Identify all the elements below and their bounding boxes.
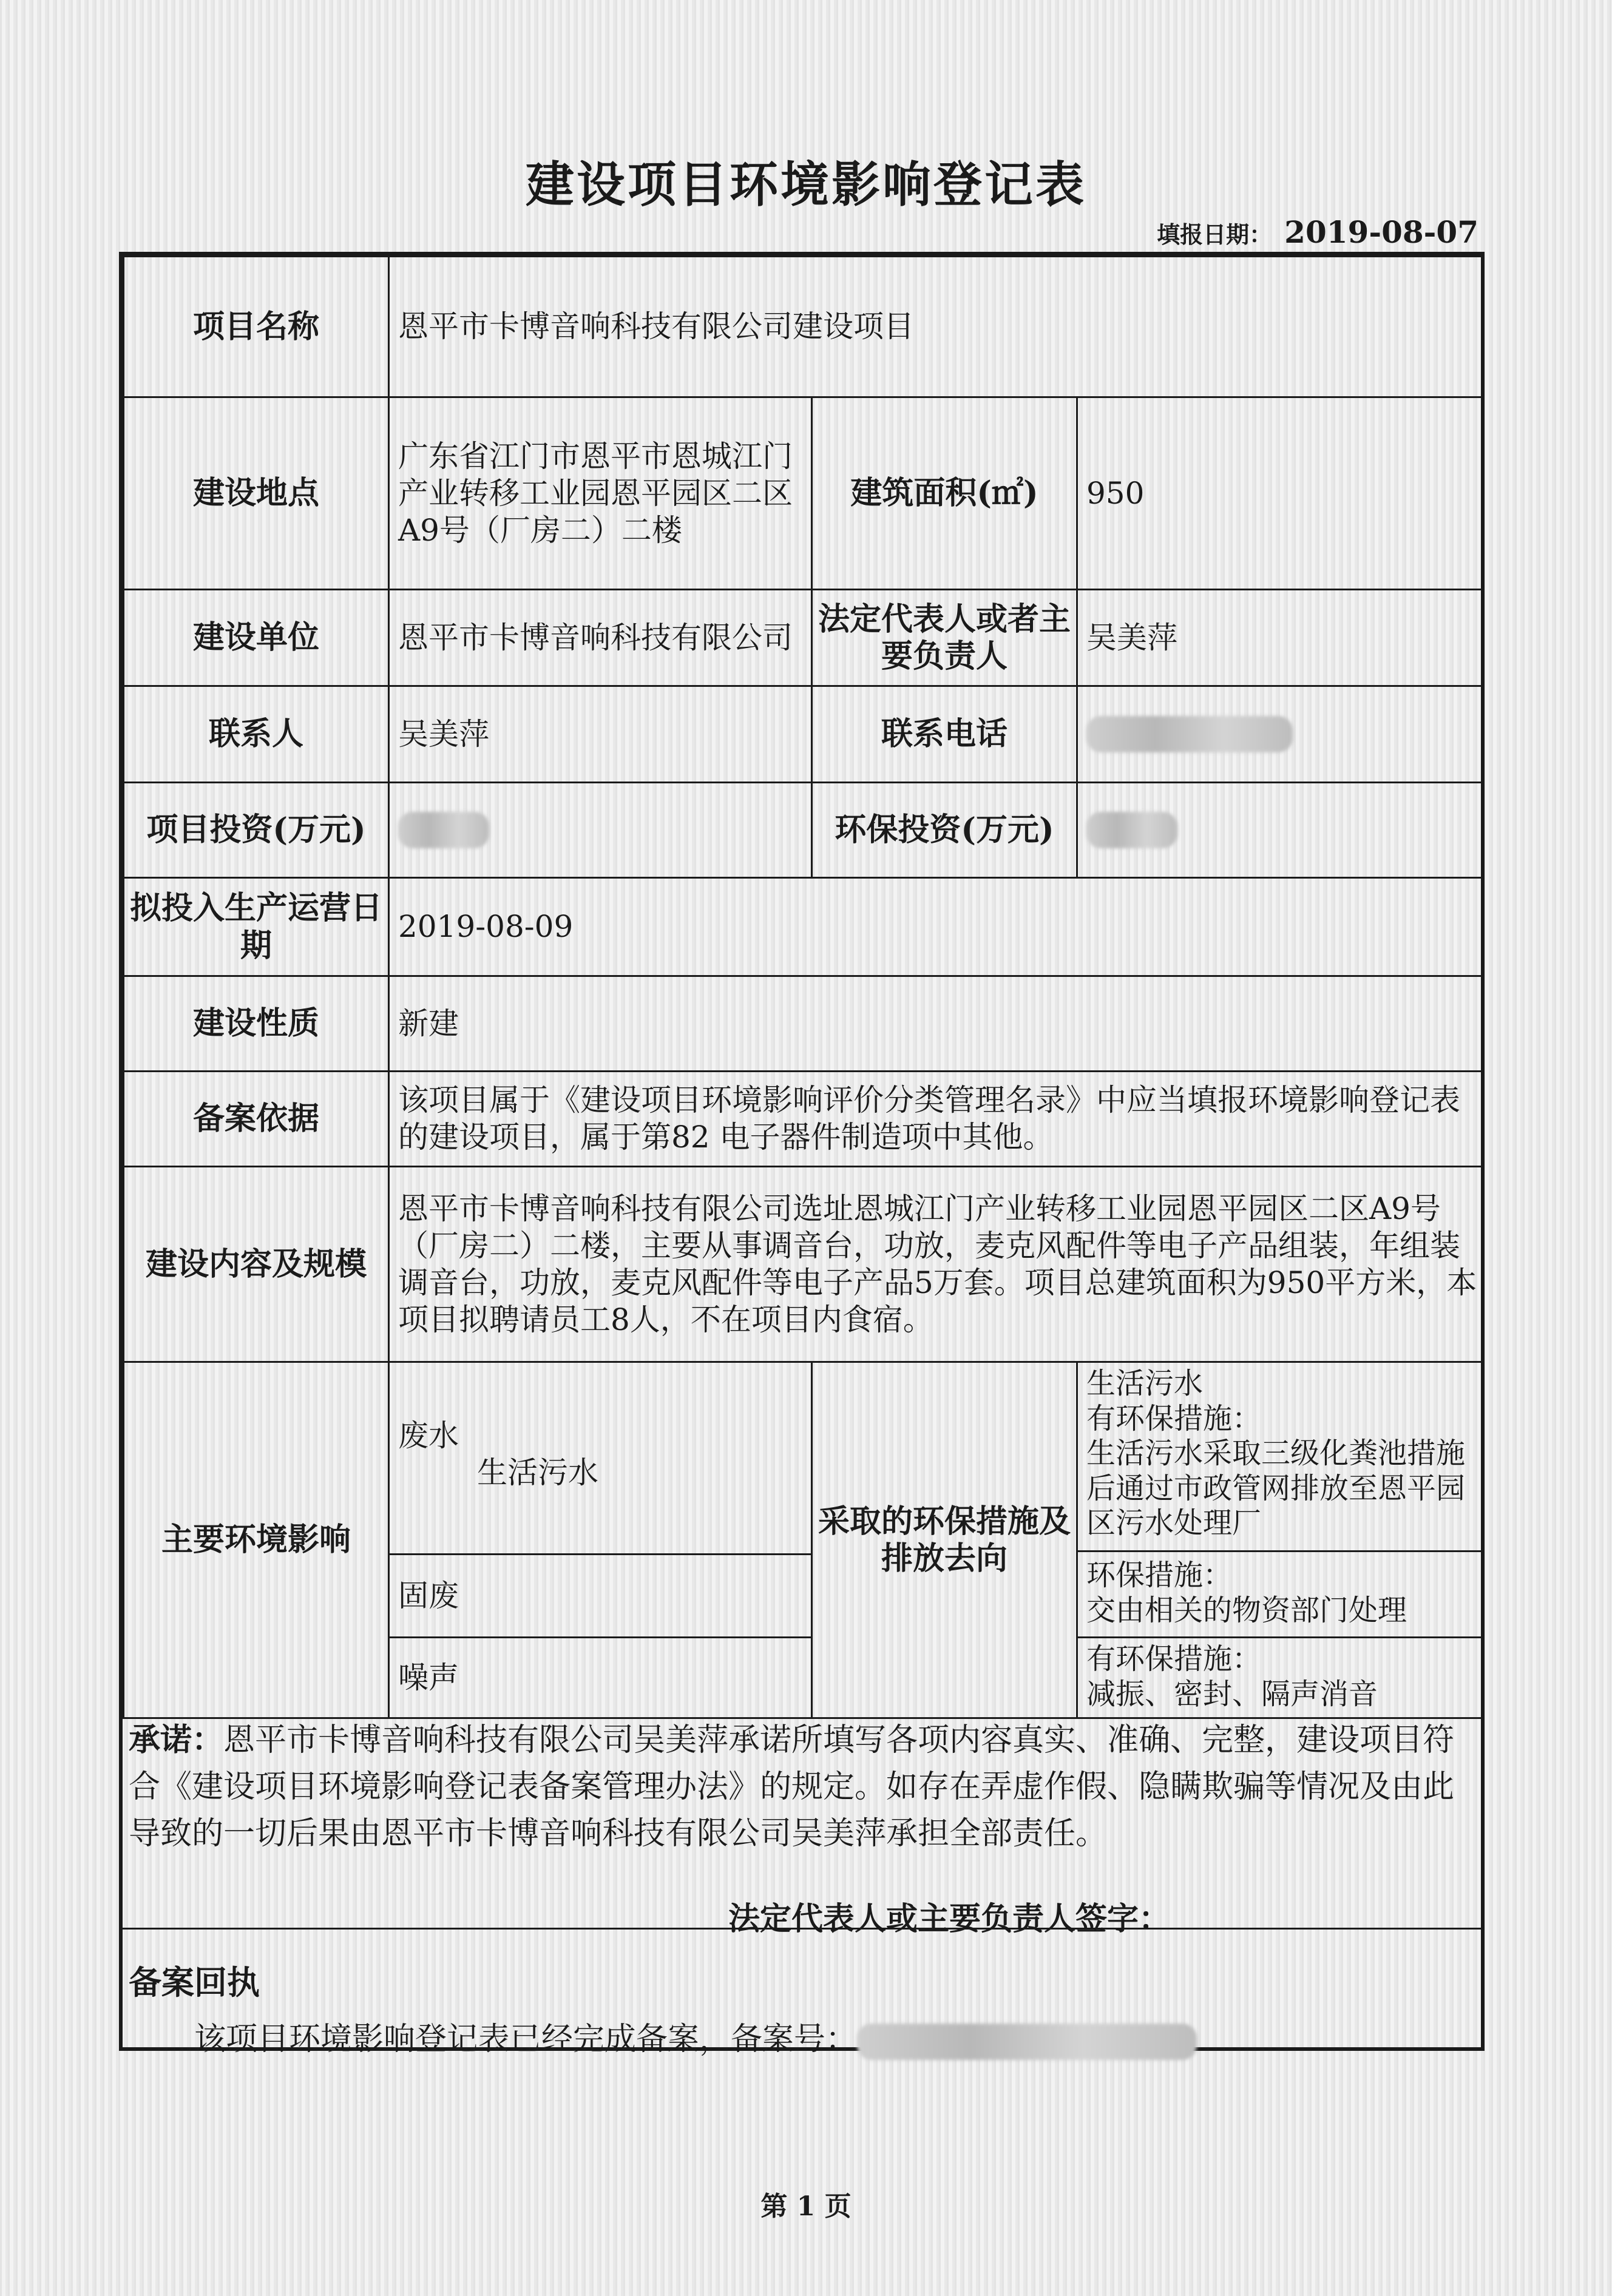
redacted-record-number [857, 2024, 1197, 2060]
fill-date [1157, 214, 1478, 251]
pledge-body: 恩平市卡博音响科技有限公司吴美萍承诺所填写各项内容真实、准确、完整，建设项目符合《建设项目环境影响登记表备案管理办法》的规定。如存在弄虚作假、隐瞒欺骗等情况及由此导致的一切后果由恩平市卡博音响科技有限公司吴美萍承担全部责任。 [129, 1722, 1455, 1852]
document-title: 建设项目环境影响登记表 [526, 156, 1086, 213]
location-label: 建设地点 [123, 396, 390, 590]
solid-measure-head: 环保措施： [1086, 1558, 1233, 1592]
solid-measure: 交由相关的物资部门处理 [1086, 1593, 1407, 1627]
wastewater-measure: 生活污水采取三级化粪池措施后通过市政管网排放至恩平园区污水处理厂 [1086, 1436, 1466, 1541]
project-name-value: 恩平市卡博音响科技有限公司建设项目 [388, 255, 1485, 398]
scope-label: 建设内容及规模 [123, 1166, 390, 1363]
redacted-env-investment [1086, 812, 1177, 848]
solid-measure-cell [1076, 1550, 1485, 1638]
investment-value [388, 782, 813, 879]
basis-value: 该项目属于《建设项目环境影响评价分类管理名录》中应当填报环境影响登记表的建设项目，属于第82 电子器件制造项中其他。 [388, 1070, 1485, 1167]
env-investment-label: 环保投资(万元) [811, 782, 1078, 879]
solid-waste-category: 固废 [388, 1553, 813, 1638]
noise-measure: 减振、密封、隔声消音 [1086, 1676, 1378, 1711]
signature-line: 法定代表人或主要负责人签字： [728, 1900, 1171, 1937]
receipt-body [194, 2013, 1197, 2060]
redacted-investment [398, 812, 489, 848]
wastewater-measure-head: 生活污水 [1086, 1366, 1204, 1400]
start-date-value: 2019-08-09 [388, 877, 1485, 977]
floor-area-label: 建筑面积(㎡) [811, 396, 1078, 590]
project-name-label: 项目名称 [123, 255, 390, 398]
pledge-text [129, 1717, 1476, 1857]
legal-rep-label: 法定代表人或者主要负责人 [811, 589, 1078, 687]
start-date-label: 拟投入生产运营日期 [123, 877, 390, 977]
measures-label: 采取的环保措施及排放去向 [811, 1361, 1078, 1719]
contact-label: 联系人 [123, 685, 390, 783]
contact-value: 吴美萍 [388, 685, 813, 783]
fill-date-value: 2019-08-07 [1284, 214, 1478, 250]
nature-label: 建设性质 [123, 975, 390, 1072]
wastewater-category: 废水 [398, 1418, 459, 1453]
wastewater-measure-cell [1076, 1361, 1485, 1552]
builder-value: 恩平市卡博音响科技有限公司 [388, 589, 813, 687]
impact-label: 主要环境影响 [123, 1361, 390, 1719]
scope-value: 恩平市卡博音响科技有限公司选址恩城江门产业转移工业园恩平园区二区A9号（厂房二）二楼，主要从事调音台，功放，麦克风配件等电子产品组装，年组装调音台，功放，麦克风配件等电子产品5万套。项目总建筑面积为950平方米，本项目拟聘请员工8人，不在项目内食宿。 [388, 1166, 1485, 1363]
builder-label: 建设单位 [123, 589, 390, 687]
floor-area-value: 950 [1076, 396, 1485, 590]
phone-value [1076, 685, 1485, 783]
investment-label: 项目投资(万元) [123, 782, 390, 879]
noise-category: 噪声 [388, 1636, 813, 1719]
receipt-title: 备案回执 [129, 1963, 260, 2002]
wastewater-cell [388, 1361, 813, 1555]
basis-label: 备案依据 [123, 1070, 390, 1167]
legal-rep-value: 吴美萍 [1076, 589, 1485, 687]
wastewater-item: 生活污水 [477, 1455, 598, 1490]
page-number: 第 1 页 [760, 2191, 852, 2222]
nature-value: 新建 [388, 975, 1485, 1072]
phone-label: 联系电话 [811, 685, 1078, 783]
fill-date-label: 填报日期： [1157, 221, 1273, 248]
receipt-text: 该项目环境影响登记表已经完成备案，备案号： [194, 2021, 858, 2058]
wastewater-measure-sub: 有环保措施： [1086, 1401, 1262, 1436]
env-investment-value [1076, 782, 1485, 879]
noise-measure-cell [1076, 1636, 1485, 1719]
redacted-phone [1086, 716, 1293, 752]
location-value: 广东省江门市恩平市恩城江门产业转移工业园恩平园区二区A9号（厂房二）二楼 [388, 396, 813, 590]
pledge-label: 承诺： [129, 1721, 224, 1758]
noise-measure-head: 有环保措施： [1086, 1642, 1262, 1676]
